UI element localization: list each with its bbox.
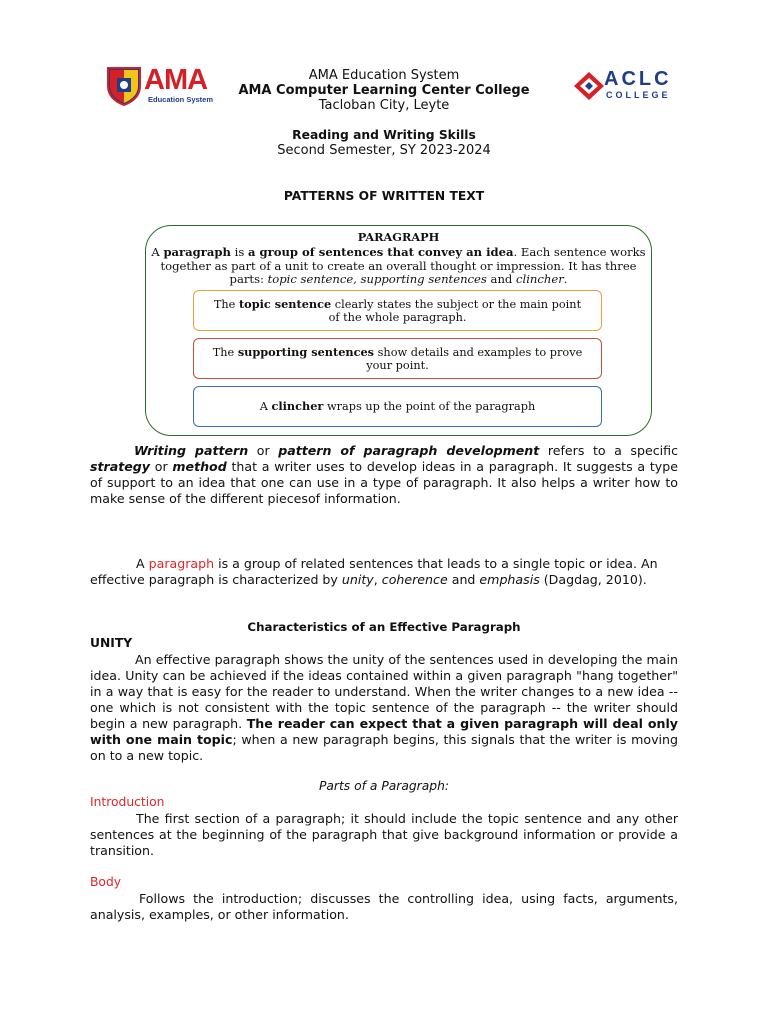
body-heading: Body bbox=[90, 875, 122, 889]
introduction-paragraph: The first section of a paragraph; it should include the topic sentence and any other sentences at the beginning of the paragraph that give background information or provide a transition. bbox=[90, 811, 678, 858]
ama-logo-brand: AMA bbox=[144, 64, 208, 96]
college-name: AMA Computer Learning Center College bbox=[238, 83, 530, 98]
org-name: AMA Education System bbox=[308, 68, 460, 83]
diagram-intro: A paragraph is a group of sentences that convey an idea. Each sentence works together as part of a unit to create an overall thought or impression. It has three parts: topic sentence, supporting sentences and clincher. bbox=[151, 245, 646, 286]
body-paragraph: Follows the introduction; discusses the controlling idea, using facts, arguments, analysis, examples, or other information. bbox=[90, 891, 678, 922]
semester-label: Second Semester, SY 2023-2024 bbox=[277, 143, 491, 158]
supporting-sentences-box: The supporting sentences show details and examples to prove your point. bbox=[193, 338, 602, 379]
unity-paragraph: An effective paragraph shows the unity of the sentences used in developing the main idea. Unity can be achieved if the ideas contained within a given paragraph "hang together" in a way that is easy for the reader to understand. When the writer changes to a new idea -- one which is not consistent with the topic sentence of the paragraph -- the writer should begin a new paragraph. The reader can expect that a given paragraph will deal only with one main topic; when a new paragraph begins, this signals that the writer is moving on to a new topic. bbox=[90, 652, 679, 763]
unity-heading: UNITY bbox=[90, 636, 133, 650]
clincher-box: A clincher wraps up the point of the paragraph bbox=[193, 386, 602, 427]
characteristics-heading: Characteristics of an Effective Paragraph bbox=[247, 620, 521, 634]
introduction-heading: Introduction bbox=[90, 795, 165, 809]
course-title: Reading and Writing Skills bbox=[292, 128, 476, 142]
aclc-logo-sub: COLLEGE bbox=[606, 90, 671, 100]
college-location: Tacloban City, Leyte bbox=[318, 98, 450, 113]
topic-sentence-box: The topic sentence clearly states the subject or the main point of the whole paragraph. bbox=[193, 290, 602, 331]
diagram-title: PARAGRAPH bbox=[357, 230, 440, 244]
writing-pattern-paragraph: Writing pattern or pattern of paragraph development refers to a specific strategy or method that a writer uses to develop ideas in a paragraph. It suggests a type of support to an idea that one can use in a type of paragraph. It also helps a writer how to make sense of the different piecesof information. bbox=[90, 443, 679, 506]
ama-logo-sub: Education System bbox=[148, 95, 214, 104]
paragraph-definition: A paragraph is a group of related sentences that leads to a single topic or idea. An effective paragraph is characterized by unity, coherence and emphasis (Dagdag, 2010). bbox=[90, 556, 658, 587]
aclc-logo-brand: ACLC bbox=[604, 68, 672, 90]
document-title: PATTERNS OF WRITTEN TEXT bbox=[283, 189, 485, 203]
parts-heading: Parts of a Paragraph: bbox=[318, 779, 450, 793]
